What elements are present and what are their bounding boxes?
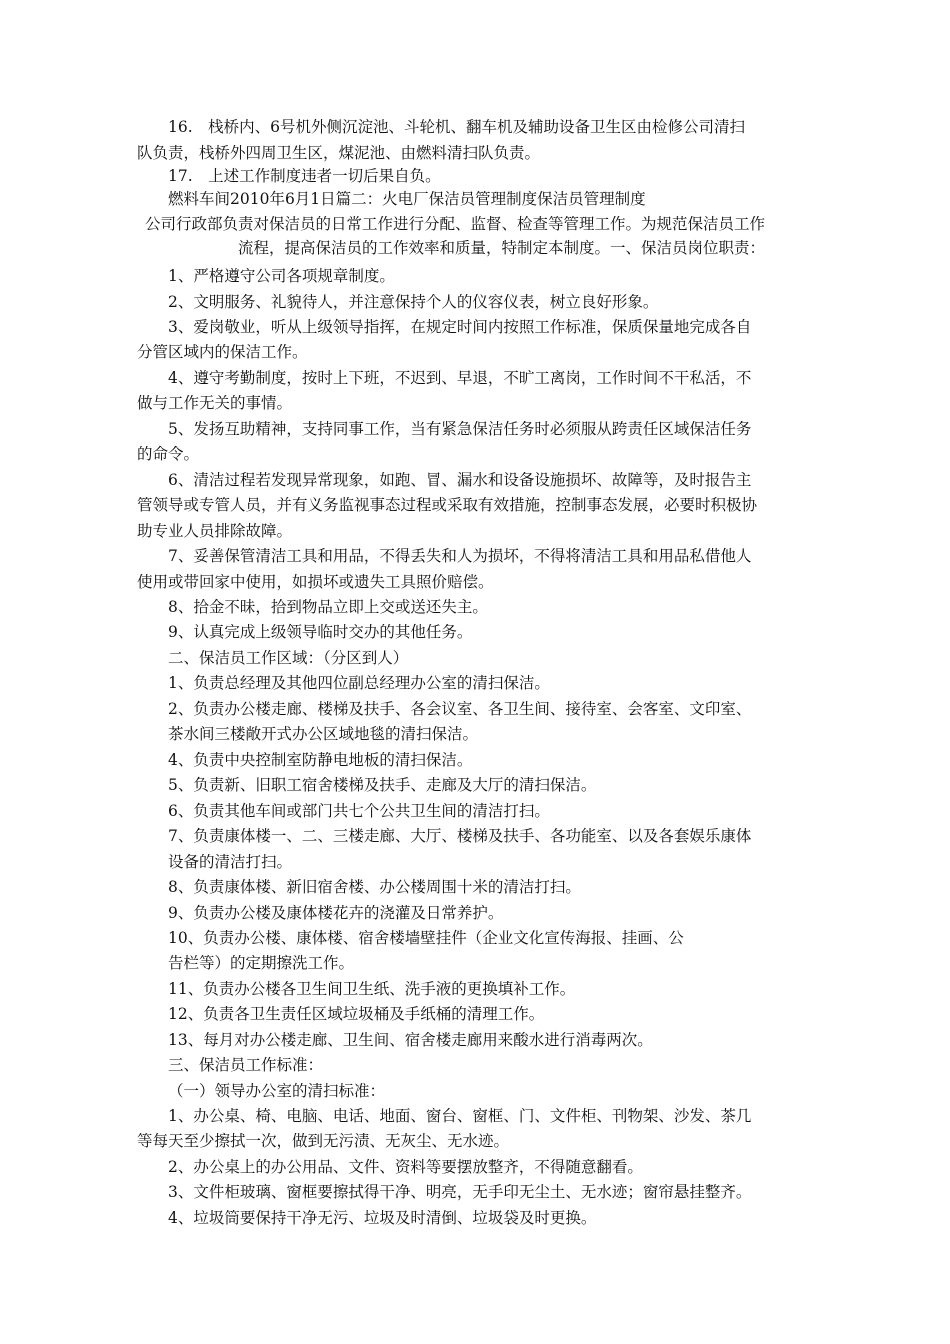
doc-line: 2、文明服务、礼貌待人，并注意保持个人的仪容仪表，树立良好形象。 (168, 293, 659, 311)
doc-line: 10、负责办公楼、康体楼、宿舍楼墙壁挂件（企业文化宣传海报、挂画、公 (168, 929, 684, 947)
doc-line: 三、保洁员工作标准： (168, 1056, 324, 1074)
doc-line: 5、负责新、旧职工宿舍楼梯及扶手、走廊及大厅的清扫保洁。 (168, 776, 597, 794)
doc-line: 管领导或专管人员，并有义务监视事态过程或采取有效措施，控制事态发展，必要时积极协 (137, 496, 758, 514)
doc-line: 9、负责办公楼及康体楼花卉的浇灌及日常养护。 (168, 904, 504, 922)
doc-line: 分管区域内的保洁工作。 (137, 343, 308, 361)
doc-line: 7、负责康体楼一、二、三楼走廊、大厅、楼梯及扶手、各功能室、以及各套娱乐康体 (168, 827, 752, 845)
doc-line: 6、清洁过程若发现异常现象，如跑、冒、漏水和设备设施损坏、故障等，及时报告主 (168, 471, 752, 489)
doc-line: 等每天至少擦拭一次，做到无污渍、无灰尘、无水迹。 (137, 1132, 510, 1150)
doc-line: 茶水间三楼敞开式办公区域地毯的清扫保洁。 (168, 725, 479, 743)
doc-line: 流程，提高保洁员的工作效率和质量，特制定本制度。一、保洁员岗位职责： (238, 239, 766, 257)
doc-line: 4、负责中央控制室防静电地板的清扫保洁。 (168, 751, 473, 769)
doc-line: 9、认真完成上级领导临时交办的其他任务。 (168, 623, 473, 641)
doc-line: 6、负责其他车间或部门共七个公共卫生间的清洁打扫。 (168, 802, 550, 820)
doc-line: 公司行政部负责对保洁员的日常工作进行分配、监督、检查等管理工作。为规范保洁员工作 (145, 215, 766, 233)
doc-line: 1、办公桌、椅、电脑、电话、地面、窗台、窗框、门、文件柜、刊物架、沙发、茶几 (168, 1107, 752, 1125)
doc-line: 8、负责康体楼、新旧宿舍楼、办公楼周围十米的清洁打扫。 (168, 878, 581, 896)
doc-line: 3、文件柜玻璃、窗框要擦拭得干净、明亮，无手印无尘土、无水迹；窗帘悬挂整齐。 (168, 1183, 752, 1201)
doc-line: 助专业人员排除故障。 (137, 522, 293, 540)
doc-line: 1、严格遵守公司各项规章制度。 (168, 267, 395, 285)
doc-line: 告栏等）的定期擦洗工作。 (168, 954, 355, 972)
doc-line: 5、发扬互助精神，支持同事工作，当有紧急保洁任务时必须服从跨责任区域保洁任务 (168, 420, 752, 438)
doc-line: 17. 上述工作制度违者一切后果自负。 (168, 167, 441, 185)
doc-line: 队负责，栈桥外四周卫生区，煤泥池、由燃料清扫队负责。 (137, 144, 541, 162)
doc-line: 13、每月对办公楼走廊、卫生间、宿舍楼走廊用来酸水进行消毒两次。 (168, 1031, 653, 1049)
doc-line: 2、办公桌上的办公用品、文件、资料等要摆放整齐，不得随意翻看。 (168, 1158, 643, 1176)
doc-line: 2、负责办公楼走廊、楼梯及扶手、各会议室、各卫生间、接待室、会客室、文印室、 (168, 700, 752, 718)
doc-line: 燃料车间2010年6月1日篇二：火电厂保洁员管理制度保洁员管理制度 (168, 190, 646, 208)
doc-line: （一）领导办公室的清扫标准： (168, 1082, 386, 1100)
doc-line: 1、负责总经理及其他四位副总经理办公室的清扫保洁。 (168, 674, 550, 692)
doc-line: 设备的清洁打扫。 (168, 853, 293, 871)
doc-line: 的命令。 (137, 445, 200, 463)
doc-line: 使用或带回家中使用，如损坏或遗失工具照价赔偿。 (137, 573, 494, 591)
doc-line: 11、负责办公楼各卫生间卫生纸、洗手液的更换填补工作。 (168, 980, 576, 998)
doc-line: 12、负责各卫生责任区域垃圾桶及手纸桶的清理工作。 (168, 1005, 545, 1023)
doc-line: 7、妥善保管清洁工具和用品，不得丢失和人为损坏，不得将清洁工具和用品私借他人 (168, 547, 752, 565)
doc-line: 4、遵守考勤制度，按时上下班，不迟到、早退，不旷工离岗，工作时间不干私活，不 (168, 369, 752, 387)
doc-line: 16. 栈桥内、6号机外侧沉淀池、斗轮机、翻车机及辅助设备卫生区由检修公司清扫 (168, 118, 746, 136)
doc-line: 4、垃圾筒要保持干净无污、垃圾及时清倒、垃圾袋及时更换。 (168, 1209, 597, 1227)
doc-line: 做与工作无关的事情。 (137, 394, 293, 412)
doc-line: 3、爱岗敬业，听从上级领导指挥，在规定时间内按照工作标准，保质保量地完成各自 (168, 318, 752, 336)
doc-line: 二、保洁员工作区域：（分区到人） (168, 649, 409, 667)
doc-line: 8、拾金不昧，拾到物品立即上交或送还失主。 (168, 598, 488, 616)
